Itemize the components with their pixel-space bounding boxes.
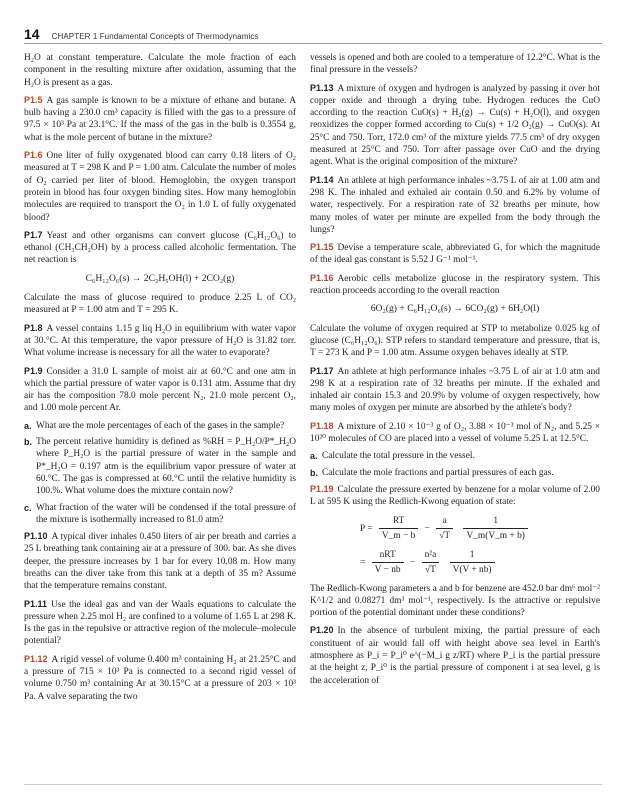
subpart-text: What fraction of the water will be condensed if the total pressure of the mixture is isothermally increased to 81.0 atm? — [36, 502, 296, 525]
fermentation-equation: C₆H₁₂O₆(s) → 2C₂H₅OH(l) + 2CO₂(g) — [85, 272, 235, 284]
problem-number: P1.16 — [310, 272, 334, 283]
problem-1-20 — [310, 624, 600, 686]
problem-text-continued: Calculate the mass of glucose required to produce 2.25 L of CO₂ measured at P = 1.00 atm and T = 295 K. — [24, 293, 296, 316]
problem-text: Yeast and other organisms can convert glucose (C₆H₁₂O₆) to ethanol (CH₃CH₂OH) by a process called alcoholic fermentation. The net reaction is — [24, 230, 296, 266]
problem-number: P1.6 — [24, 150, 43, 161]
problem-number: P1.14 — [310, 174, 334, 185]
footer-rule — [24, 784, 602, 785]
problem-text: Calculate the pressure exerted by benzene for a molar volume of 2.00 L at 595 K using the Redlich-Kwong equation of state: — [310, 484, 600, 508]
problem-number: P1.7 — [24, 229, 43, 240]
problem-number: P1.11 — [24, 598, 48, 609]
problem-number: P1.5 — [24, 94, 43, 105]
problem-text-continued: Calculate the volume of oxygen required at STP to metabolize 0.025 kg of glucose (C₆H₁₂O₆). STP refers to standard temperature and pressure, that is, T = 273 K and P = 1.00 atm. Assume oxygen behaves ideally at STP. — [310, 323, 600, 359]
subpart-text: Calculate the mole fractions and partial pressures of each gas. — [322, 467, 554, 478]
rk-fraction-5: $\frac{\text{n²a}}{√T}$ — [422, 549, 440, 577]
respiration-equation: 6O₂(g) + C₆H₁₂O₆(s) → 6CO₂(g) + 6H₂O(l) — [370, 303, 540, 315]
continued-text: vessels is opened and both are cooled to a temperature of 12.2°C. What is the final pressure in the vessels? — [310, 53, 600, 76]
rk-minus: − — [409, 557, 416, 568]
problem-1-9 — [24, 365, 296, 415]
rk-fraction-6: $\frac{1}{V(V + nb)}$ — [450, 549, 495, 577]
problem-number: P1.17 — [310, 365, 334, 376]
problem-text: An athlete at high performance inhales ~3.75 L of air at 1.0 atm and 298 K at a respiration rate of 32 breaths per minute. If the exhaled and inhaled air contain 15.3 and 20.9% by volume of oxygen respectively, how many moles of oxygen per minute are absorbed by the athlete's body? — [310, 366, 600, 414]
problem-1-8 — [24, 322, 296, 360]
problem-text: A typical diver inhales 0.450 liters of air per breath and carries a 25 L breathing tank containing air at a pressure of 300. bar. As she dives deeper, the pressure increases by 1 bar for every 10.08 m. How many breaths can the diver take from this tank at a depth of 35 m? Assume that the temperature remains constant. — [24, 532, 296, 592]
problem-text: Aerobic cells metabolize glucose in the respiratory system. This reaction proceeds according to the overall reaction — [310, 273, 600, 297]
problem-text: A rigid vessel of volume 0.400 m³ containing H₂ at 21.25°C and a pressure of 715 × 10³ Pa is connected to a second rigid vessel of volume 0.750 m³ containing Ar at 30.15°C at a pressure of 203 × 10³ Pa. A valve separating the two — [24, 654, 296, 702]
problem-number: P1.20 — [310, 625, 334, 636]
redlich-kwong-equation — [310, 515, 600, 577]
problem-1-13 — [310, 82, 600, 169]
page-number: 14 — [24, 26, 40, 42]
subpart-b — [310, 467, 600, 479]
rk-lhs: P = — [360, 523, 373, 534]
problem-number: P1.13 — [310, 82, 334, 93]
rk-row-total — [360, 549, 600, 577]
problem-text: A mixture of oxygen and hydrogen is analyzed by passing it over hot copper oxide and through a drying tube. Hydrogen reduces the CuO according to the reaction CuO(s) + H₂(g) → Cu(s) + H₂O(l), and oxygen reoxidizes the copper formed according to Cu(s) + 1/2 O₂(g) → CuO(s). At 25°C and 750. Torr, 172.0 cm³ of the mixture yields 77.5 cm³ of dry oxygen measured at 25°C and 750. Torr after passage over CuO and the drying agent. What is the original composition of the mixture? — [310, 83, 600, 168]
problem-number: P1.12 — [24, 653, 48, 664]
subpart-a — [24, 420, 296, 432]
subpart-text: Calculate the total pressure in the vessel. — [322, 451, 475, 462]
problem-number: P1.10 — [24, 531, 48, 542]
chapter-title: CHAPTER 1 Fundamental Concepts of Thermodynamics — [51, 32, 259, 41]
problem-1-11 — [24, 598, 296, 648]
continued-text: H₂O at constant temperature. Calculate the mole fraction of each component in the resulting mixture after oxidation, assuming that the H₂O is present as a gas. — [24, 53, 296, 88]
subpart-text: What are the mole percentages of each of the gases in the sample? — [36, 420, 285, 431]
problem-number: P1.9 — [24, 365, 43, 376]
subpart-c — [24, 502, 296, 527]
subpart-label: a. — [310, 451, 318, 462]
problem-text-continued: The Redlich-Kwong parameters a and b for benzene are 452.0 bar dm⁶ mol⁻² K^1/2 and 0.08271 dm³ mol⁻¹, respectively. Is the attractive or repulsive portion of the potential dominant under these conditions? — [310, 583, 600, 619]
subpart-label: a. — [24, 420, 32, 431]
problem-number: P1.18 — [310, 420, 334, 431]
problem-1-19 — [310, 483, 600, 509]
problem-text: One liter of fully oxygenated blood can carry 0.18 liters of O₂ measured at T = 298 K and P = 1.00 atm. Calculate the number of moles of O₂ carried per liter of blood. Hemoglobin, the oxygen transport protein in blood has four oxygen binding sites. How many hemoglobin molecules are required to transport the O₂ in 1.0 L of fully oxygenated blood? — [24, 151, 296, 223]
problem-1-18 — [310, 420, 600, 446]
rk-fraction-1: $\frac{RT}{V\_m - b}$ — [379, 515, 418, 543]
problem-text: A gas sample is known to be a mixture of ethane and butane. A bulb having a 230.0 cm³ capacity is filled with the gas to a pressure of 97.5 × 10³ Pa at 23.1°C. If the mass of the gas in the bulb is 0.3554 g, what is the mole percent of butane in the mixture? — [24, 95, 296, 143]
rk-row-molar — [360, 515, 600, 543]
problem-text: A vessel contains 1.15 g liq H₂O in equilibrium with water vapor at 30.°C. At this temperature, the vapor pressure of H₂O is 31.82 torr. What volume increase is necessary for all the water to evaporate? — [24, 323, 296, 359]
rk-minus: − — [424, 523, 430, 534]
problem-number: P1.19 — [310, 483, 334, 494]
rk-equals: = — [360, 557, 366, 568]
left-column — [24, 52, 296, 708]
problem-text: An athlete at high performance inhales ~3.75 L of air at 1.00 atm and 298 K. The inhaled and exhaled air contain 0.50 and 6.2% by volume of water, respectively. For a respiration rate of 32 breaths per minute, how many moles of water per minute are expelled from the body through the lungs? — [310, 175, 600, 235]
subpart-a — [310, 450, 600, 462]
subpart-label: b. — [310, 467, 318, 478]
problem-1-7 — [24, 229, 296, 267]
problem-1-6 — [24, 149, 296, 224]
problem-text: A mixture of 2.10 × 10⁻³ g of O₂, 3.88 × 10⁻³ mol of N₂, and 5.25 × 10²⁰ molecules of CO are placed into a vessel of volume 5.25 L at 12.5°C. — [310, 421, 600, 445]
page-header — [24, 26, 602, 44]
rk-fraction-2: $\frac{a}{√T}$ — [436, 515, 453, 543]
problem-number: P1.8 — [24, 322, 43, 333]
subpart-text: The percent relative humidity is defined as %RH = P_H₂O/P*_H₂O where P_H₂O is the partial pressure of water in the sample and P*_H₂O = 0.197 atm is the equilibrium vapor pressure of water at 60.°C. The gas is compressed at 60.°C until the relative humidity is 100.%. What volume does the mixture contain now? — [36, 437, 296, 497]
problem-text: Use the ideal gas and van der Waals equations to calculate the pressure when 2.25 mol H₂ are confined to a volume of 1.65 L at 298 K. Is the gas in the repulsive or attractive region of the molecule–molecule potential? — [24, 599, 296, 647]
subpart-label: b. — [24, 437, 32, 448]
problem-1-12 — [24, 653, 296, 703]
problem-1-16 — [310, 272, 600, 298]
problem-number: P1.15 — [310, 242, 334, 253]
problem-1-5 — [24, 94, 296, 144]
right-column — [310, 52, 600, 692]
subpart-label: c. — [24, 502, 32, 513]
problem-1-10 — [24, 530, 296, 592]
rk-fraction-4: $\frac{\text{nRT}}{V - nb}$ — [372, 549, 404, 577]
problem-1-17 — [310, 365, 600, 415]
problem-text: Consider a 31.0 L sample of moist air at 60.°C and one atm in which the partial pressure of water vapor is 0.131 atm. Assume that dry air has the composition 78.0 mole percent N₂, 21.0 mole percent O₂, and 1.00 mole percent Ar. — [24, 366, 296, 414]
subpart-b — [24, 436, 296, 497]
rk-fraction-3: $\frac{1}{V\_m(V\_m + b)}$ — [463, 515, 527, 543]
header-rule — [24, 43, 602, 44]
problem-1-14 — [310, 174, 600, 236]
problem-text: Devise a temperature scale, abbreviated G, for which the magnitude of the ideal gas constant is 5.52 J G⁻¹ mol⁻¹. — [310, 243, 600, 266]
problem-1-15 — [310, 241, 600, 267]
problem-text: In the absence of turbulent mixing, the partial pressure of each constituent of air would fall off with height above sea level in Earth's atmosphere as P_i = P_i⁰ e^(−M_i g z/RT) where P_i is the partial pressure at the height z, P_i⁰ is the partial pressure of component i at sea level, g is the acceleration of — [310, 626, 600, 686]
